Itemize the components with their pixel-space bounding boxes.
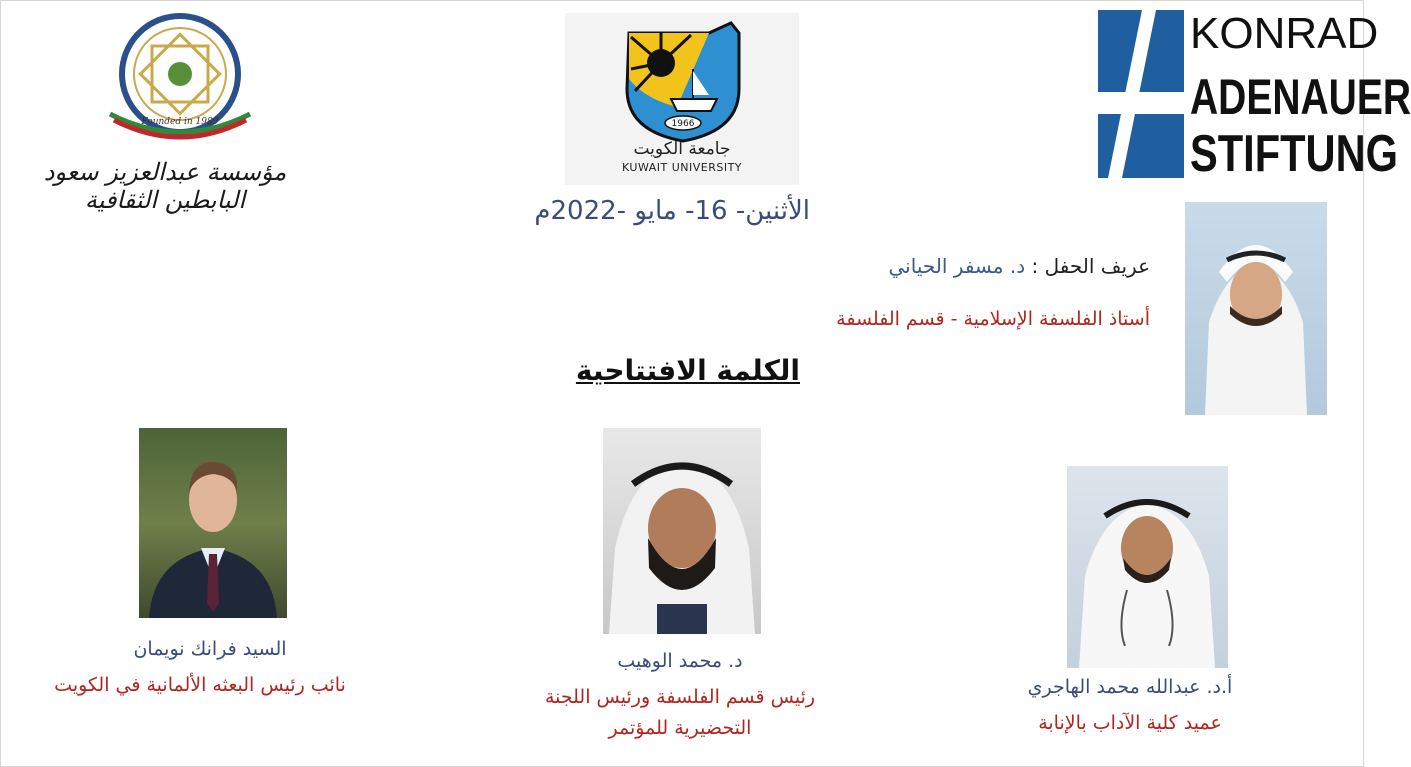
kas-word-konrad: KONRAD [1190,9,1379,58]
konrad-adenauer-stiftung-logo [1098,9,1411,183]
event-date: الأثنين- 16- مايو -2022م [534,196,810,226]
kas-word-adenauer: ADENAUER [1190,69,1411,125]
albabtain-foundation-logo [20,10,310,214]
foundation-seal-icon [90,12,270,142]
speaker-1-photo [139,428,287,618]
speaker-3-name: أ.د. عبدالله محمد الهاجري [1027,676,1233,698]
speaker-1-name: السيد فرانك نويمان [133,638,287,660]
svg-text:Founded in 1989: Founded in 1989 [141,117,219,127]
ku-year-label: 1966 [671,119,695,129]
speaker-2-role-line-1: رئيس قسم الفلسفة ورئيس اللجنة [544,686,816,708]
mc-name: د. مسفر الحياني [888,254,1026,278]
ku-english-name: KUWAIT UNIVERSITY [621,161,743,174]
speaker-2-role-line-2: التحضيرية للمؤتمر [608,717,752,739]
speaker-2-portrait-icon [603,428,761,634]
kas-word-stiftung: STIFTUNG [1190,125,1398,183]
ku-arabic-name: جامعة الكويت [633,139,731,159]
opening-speech-heading: الكلمة الافتتاحية [575,354,800,387]
mc-label: عريف الحفل : [1025,254,1150,278]
speaker-3-portrait-icon [1067,466,1228,668]
mc-portrait-icon [1185,202,1327,415]
kuwait-university-logo [565,13,799,185]
kas-a-mark-icon [1098,10,1184,178]
mc-line [820,254,1150,278]
speaker-3-photo [1067,466,1228,668]
speaker-2-photo [603,428,761,634]
speaker-2-name: د. محمد الوهيب [617,650,743,672]
mc-photo [1185,202,1327,415]
speaker-3-role: عميد كلية الآداب بالإنابة [1038,712,1222,734]
foundation-calligraphy: مؤسسة عبدالعزيز سعود البابطين الثقافية [43,158,287,214]
ku-shield-icon [621,19,745,141]
speaker-1-role: نائب رئيس البعثه الألمانية في الكويت [54,674,346,696]
speaker-1-portrait-icon [139,428,287,618]
mc-title: أستاذ الفلسفة الإسلامية - قسم الفلسفة [836,308,1150,330]
